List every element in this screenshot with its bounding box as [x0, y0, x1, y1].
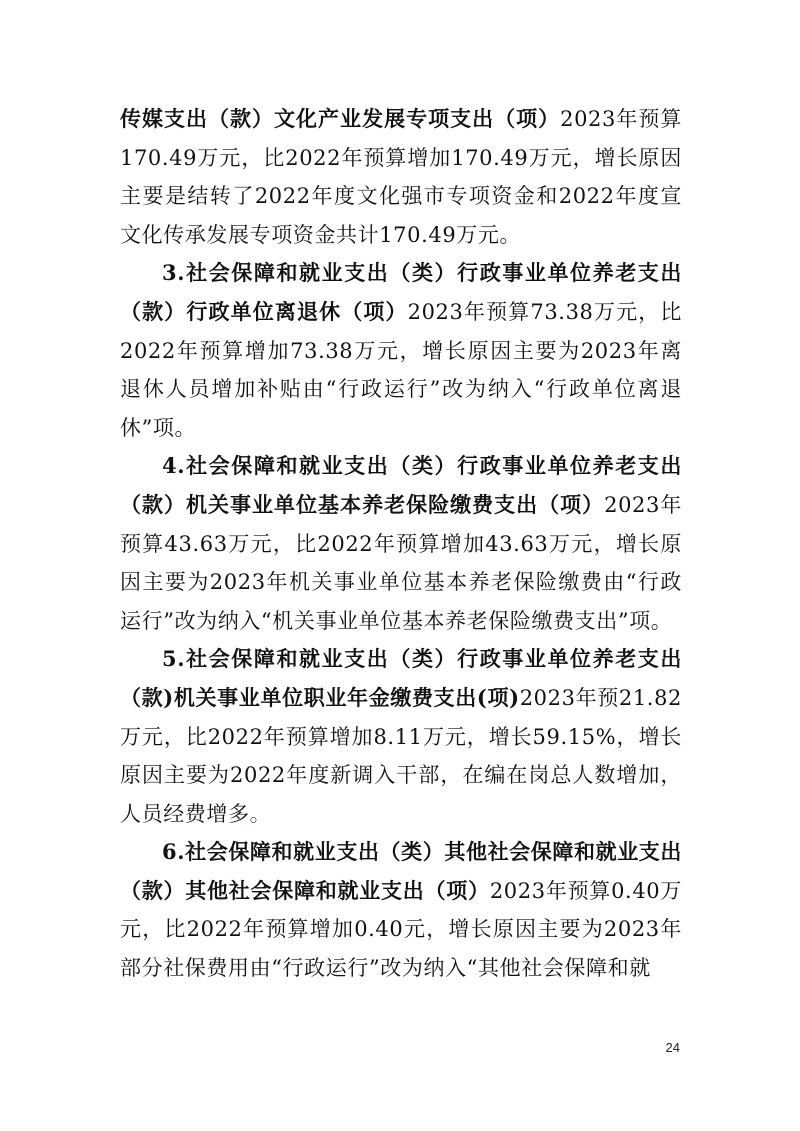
- paragraph-text: 2023年预算73.38万元，比2022年预算增加73.38万元，增长原因主要为2023年离退休人员增加补贴由“行政运行”改为纳入“行政单位离退休”项。: [120, 299, 682, 440]
- paragraph-item-3: [120, 254, 682, 447]
- paragraph-item-6: [120, 833, 682, 987]
- page-number: 24: [665, 1040, 680, 1055]
- paragraph-heading: 6.社会保障和就业支出（类）其他社会保障和就业支出（款）其他社会保障和就业支出（项）: [120, 839, 682, 903]
- paragraph-culture-industry: [120, 100, 682, 254]
- paragraph-item-4: [120, 447, 682, 640]
- document-body: [120, 100, 682, 988]
- paragraph-item-5: [120, 640, 682, 833]
- paragraph-text: 2023年预算0.40万元，比2022年预算增加0.40元，增长原因主要为2023年部分社保费用由“行政运行”改为纳入“其他社会保障和就: [120, 878, 682, 981]
- paragraph-heading: 4.社会保障和就业支出（类）行政事业单位养老支出（款）机关事业单位基本养老保险缴费支出（项）: [120, 453, 682, 517]
- paragraph-text: 2023年预算43.63万元，比2022年预算增加43.63万元，增长原因主要为2023年机关事业单位基本养老保险缴费由“行政运行”改为纳入“机关事业单位基本养老保险缴费支出”项。: [120, 492, 682, 633]
- paragraph-heading: 3.社会保障和就业支出（类）行政事业单位养老支出（款）行政单位离退休（项）: [120, 260, 682, 324]
- paragraph-text: 2023年预算170.49万元，比2022年预算增加170.49万元，增长原因主要是结转了2022年度文化强市专项资金和2022年度宣文化传承发展专项资金共计170.49万元。: [120, 107, 682, 247]
- paragraph-heading: 传媒支出（款）文化产业发展专项支出（项）: [120, 106, 561, 131]
- paragraph-text: 2023年预21.82万元，比2022年预算增加8.11万元，增长59.15%，增长原因主要为2022年度新调入干部，在编在岗总人数增加，人员经费增多: [120, 685, 682, 826]
- paragraph-heading: 5.社会保障和就业支出（类）行政事业单位养老支出（款)机关事业单位职业年金缴费支出(项): [120, 646, 682, 710]
- paragraph-end-mark: 。: [249, 801, 272, 826]
